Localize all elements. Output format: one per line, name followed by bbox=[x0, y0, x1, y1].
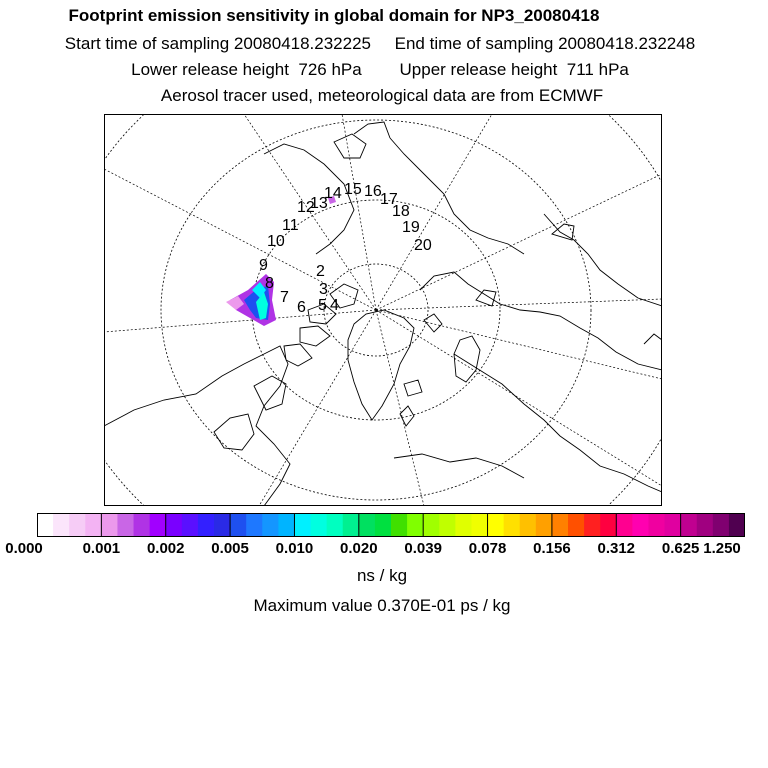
colorbar-swatch bbox=[230, 513, 247, 537]
trajectory-label: 9 bbox=[259, 257, 268, 274]
sampling-time-line: Start time of sampling 20080418.232225 End time of sampling 20080418.232248 bbox=[64, 34, 696, 53]
trajectory-label: 5 bbox=[318, 297, 327, 314]
colorbar-unit: ns / kg bbox=[356, 566, 408, 585]
trajectory-label: 16 bbox=[364, 183, 382, 200]
release-height-line: Lower release height 726 hPa Upper release height 711 hPa bbox=[131, 60, 629, 79]
tracer-info-line: Aerosol tracer used, meteorological data are from ECMWF bbox=[160, 86, 604, 105]
colorbar-swatch bbox=[488, 513, 505, 537]
trajectory-label: 8 bbox=[265, 275, 274, 292]
colorbar-tick-label: 0.001 bbox=[82, 540, 121, 557]
trajectory-label: 2 bbox=[316, 263, 325, 280]
trajectory-label: 18 bbox=[392, 203, 410, 220]
colorbar-swatch bbox=[262, 513, 279, 537]
colorbar-swatch bbox=[471, 513, 488, 537]
colorbar-swatch bbox=[166, 513, 183, 537]
trajectory-label: 20 bbox=[414, 237, 432, 254]
colorbar-tick-label: 0.312 bbox=[597, 540, 636, 557]
colorbar-swatch bbox=[214, 513, 231, 537]
colorbar-swatch bbox=[552, 513, 569, 537]
colorbar-tick-label: 0.010 bbox=[275, 540, 314, 557]
colorbar-swatch bbox=[648, 513, 665, 537]
trajectory-label: 6 bbox=[297, 299, 306, 316]
colorbar-swatch bbox=[600, 513, 617, 537]
colorbar-swatch bbox=[101, 513, 118, 537]
colorbar-swatch bbox=[294, 513, 311, 537]
colorbar-swatch bbox=[134, 513, 151, 537]
colorbar-swatch bbox=[455, 513, 472, 537]
trajectory-label: 14 bbox=[324, 185, 342, 202]
colorbar-tick-label: 0.156 bbox=[533, 540, 571, 557]
figure-title: Footprint emission sensitivity in global domain for NP3_20080418 bbox=[68, 6, 600, 25]
colorbar-swatch bbox=[584, 513, 601, 537]
colorbar-tick-label: 0.005 bbox=[211, 540, 249, 557]
trajectory-label: 17 bbox=[380, 191, 398, 208]
trajectory-label: 10 bbox=[267, 233, 285, 250]
colorbar-tick-label: 0.002 bbox=[146, 540, 185, 557]
colorbar-swatch bbox=[246, 513, 263, 537]
colorbar-tick-label: 0.039 bbox=[404, 540, 442, 557]
colorbar-swatch bbox=[713, 513, 730, 537]
colorbar-swatch bbox=[681, 513, 698, 537]
colorbar-swatch bbox=[278, 513, 295, 537]
colorbar-swatch bbox=[391, 513, 408, 537]
trajectory-label: 15 bbox=[344, 181, 362, 198]
colorbar-tick-label: 0.000 bbox=[5, 540, 43, 557]
colorbar bbox=[37, 513, 745, 537]
trajectory-label: 11 bbox=[282, 217, 299, 234]
colorbar-tick-label: 1.250 bbox=[703, 540, 741, 557]
colorbar-swatch bbox=[150, 513, 167, 537]
colorbar-swatch bbox=[311, 513, 328, 537]
colorbar-swatch bbox=[198, 513, 215, 537]
colorbar-swatch bbox=[407, 513, 424, 537]
trajectory-label: 19 bbox=[402, 219, 420, 236]
colorbar-swatch bbox=[69, 513, 86, 537]
colorbar-swatch bbox=[632, 513, 649, 537]
colorbar-swatch bbox=[343, 513, 360, 537]
trajectory-label: 12 bbox=[297, 199, 315, 216]
polar-map bbox=[104, 114, 662, 506]
colorbar-swatch bbox=[697, 513, 714, 537]
trajectory-label: 4 bbox=[330, 297, 339, 314]
colorbar-swatch bbox=[85, 513, 102, 537]
colorbar-swatch bbox=[359, 513, 376, 537]
colorbar-tick-label: 0.078 bbox=[468, 540, 507, 557]
colorbar-tick-label: 0.020 bbox=[340, 540, 378, 557]
colorbar-swatch bbox=[375, 513, 392, 537]
colorbar-swatch bbox=[439, 513, 456, 537]
colorbar-swatch bbox=[520, 513, 537, 537]
colorbar-swatch bbox=[504, 513, 521, 537]
colorbar-swatch bbox=[423, 513, 440, 537]
colorbar-swatch bbox=[665, 513, 682, 537]
colorbar-swatch bbox=[616, 513, 633, 537]
trajectory-label: 7 bbox=[280, 289, 289, 306]
colorbar-swatch bbox=[536, 513, 553, 537]
colorbar-swatch bbox=[327, 513, 344, 537]
colorbar-swatch bbox=[729, 513, 745, 537]
trajectory-label: 13 bbox=[310, 195, 328, 212]
colorbar-swatch bbox=[117, 513, 134, 537]
colorbar-tick-label: 0.625 bbox=[661, 540, 700, 557]
colorbar-swatch bbox=[37, 513, 54, 537]
colorbar-swatch bbox=[182, 513, 199, 537]
maximum-value-label: Maximum value 0.370E-01 ps / kg bbox=[253, 596, 511, 615]
trajectory-label: 3 bbox=[319, 281, 328, 298]
colorbar-swatch bbox=[53, 513, 70, 537]
colorbar-swatch bbox=[568, 513, 585, 537]
